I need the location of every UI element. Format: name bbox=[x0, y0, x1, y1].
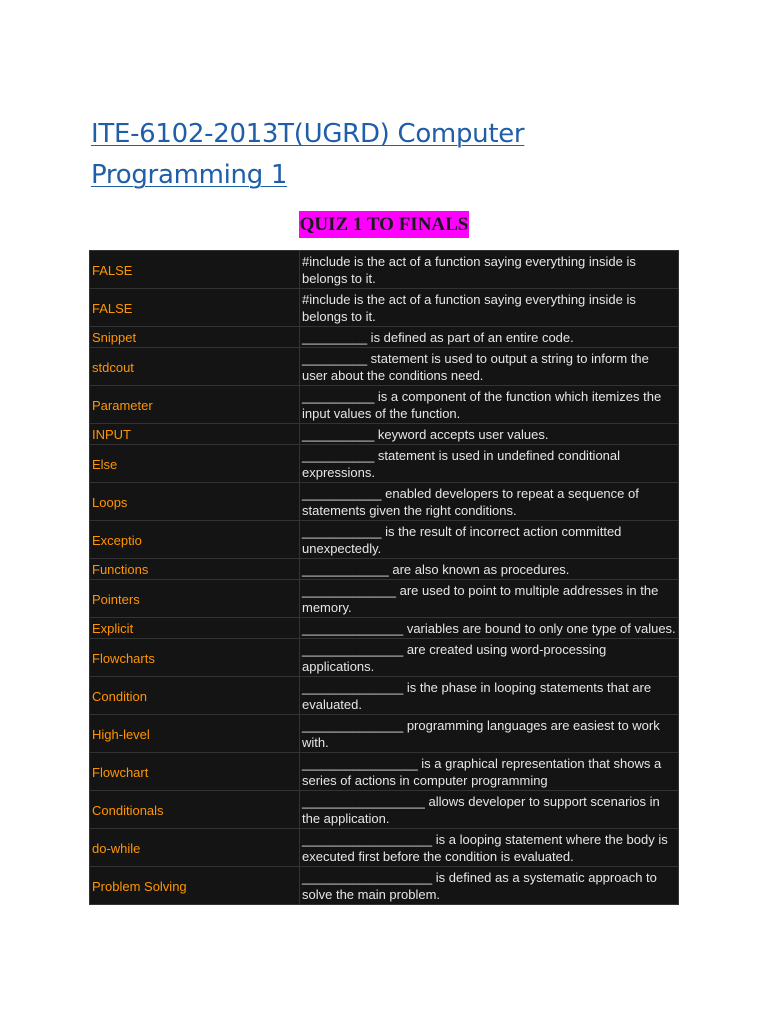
answer-cell: Conditionals bbox=[90, 791, 300, 829]
answer-cell: High-level bbox=[90, 715, 300, 753]
question-cell: ___________ is the result of incorrect action committed unexpectedly. bbox=[300, 521, 679, 559]
question-cell: __________________ is defined as a systematic approach to solve the main problem. bbox=[300, 867, 679, 905]
question-cell: #include is the act of a function saying everything inside is belongs to it. bbox=[300, 251, 679, 289]
question-cell: __________ keyword accepts user values. bbox=[300, 424, 679, 445]
table-row bbox=[90, 559, 679, 580]
question-cell: ______________ are created using word-processing applications. bbox=[300, 639, 679, 677]
answer-cell: Loops bbox=[90, 483, 300, 521]
answer-cell: Pointers bbox=[90, 580, 300, 618]
table-row bbox=[90, 348, 679, 386]
answer-cell: FALSE bbox=[90, 251, 300, 289]
question-cell: #include is the act of a function saying everything inside is belongs to it. bbox=[300, 289, 679, 327]
question-cell: ___________ enabled developers to repeat a sequence of statements given the right conditions. bbox=[300, 483, 679, 521]
answer-cell: do-while bbox=[90, 829, 300, 867]
answer-cell: Flowchart bbox=[90, 753, 300, 791]
question-cell: __________ statement is used in undefined conditional expressions. bbox=[300, 445, 679, 483]
answer-cell: Condition bbox=[90, 677, 300, 715]
quiz-heading: QUIZ 1 TO FINALS bbox=[299, 211, 470, 238]
question-cell: __________________ is a looping statement where the body is executed first before the condition is evaluated. bbox=[300, 829, 679, 867]
table-row bbox=[90, 580, 679, 618]
table-row bbox=[90, 677, 679, 715]
question-cell: _________ is defined as part of an entire code. bbox=[300, 327, 679, 348]
table-row bbox=[90, 445, 679, 483]
question-cell: _________ statement is used to output a string to inform the user about the conditions need. bbox=[300, 348, 679, 386]
question-cell: _________________ allows developer to support scenarios in the application. bbox=[300, 791, 679, 829]
question-cell: ____________ are also known as procedures. bbox=[300, 559, 679, 580]
answer-cell: Else bbox=[90, 445, 300, 483]
answer-cell: Problem Solving bbox=[90, 867, 300, 905]
answer-cell: Parameter bbox=[90, 386, 300, 424]
answer-cell: Exceptio bbox=[90, 521, 300, 559]
answer-cell: Explicit bbox=[90, 618, 300, 639]
quiz-answer-table-body bbox=[90, 251, 679, 905]
table-row bbox=[90, 715, 679, 753]
table-row bbox=[90, 483, 679, 521]
table-row bbox=[90, 753, 679, 791]
table-row bbox=[90, 521, 679, 559]
table-row bbox=[90, 327, 679, 348]
quiz-heading-container bbox=[0, 211, 768, 238]
answer-cell: Flowcharts bbox=[90, 639, 300, 677]
table-row bbox=[90, 639, 679, 677]
table-row bbox=[90, 289, 679, 327]
question-cell: ______________ programming languages are easiest to work with. bbox=[300, 715, 679, 753]
table-row bbox=[90, 829, 679, 867]
table-row bbox=[90, 386, 679, 424]
question-cell: _____________ are used to point to multiple addresses in the memory. bbox=[300, 580, 679, 618]
question-cell: ________________ is a graphical representation that shows a series of actions in computer programming bbox=[300, 753, 679, 791]
answer-cell: INPUT bbox=[90, 424, 300, 445]
answer-cell: Snippet bbox=[90, 327, 300, 348]
question-cell: __________ is a component of the function which itemizes the input values of the function. bbox=[300, 386, 679, 424]
table-row bbox=[90, 618, 679, 639]
answer-cell: Functions bbox=[90, 559, 300, 580]
quiz-answer-table bbox=[89, 250, 679, 905]
table-row bbox=[90, 867, 679, 905]
table-row bbox=[90, 791, 679, 829]
table-row bbox=[90, 424, 679, 445]
answer-cell: stdcout bbox=[90, 348, 300, 386]
question-cell: ______________ is the phase in looping statements that are evaluated. bbox=[300, 677, 679, 715]
answer-cell: FALSE bbox=[90, 289, 300, 327]
table-row bbox=[90, 251, 679, 289]
question-cell: ______________ variables are bound to only one type of values. bbox=[300, 618, 679, 639]
document-title: ITE-6102-2013T(UGRD) Computer Programming 1 bbox=[91, 119, 525, 190]
